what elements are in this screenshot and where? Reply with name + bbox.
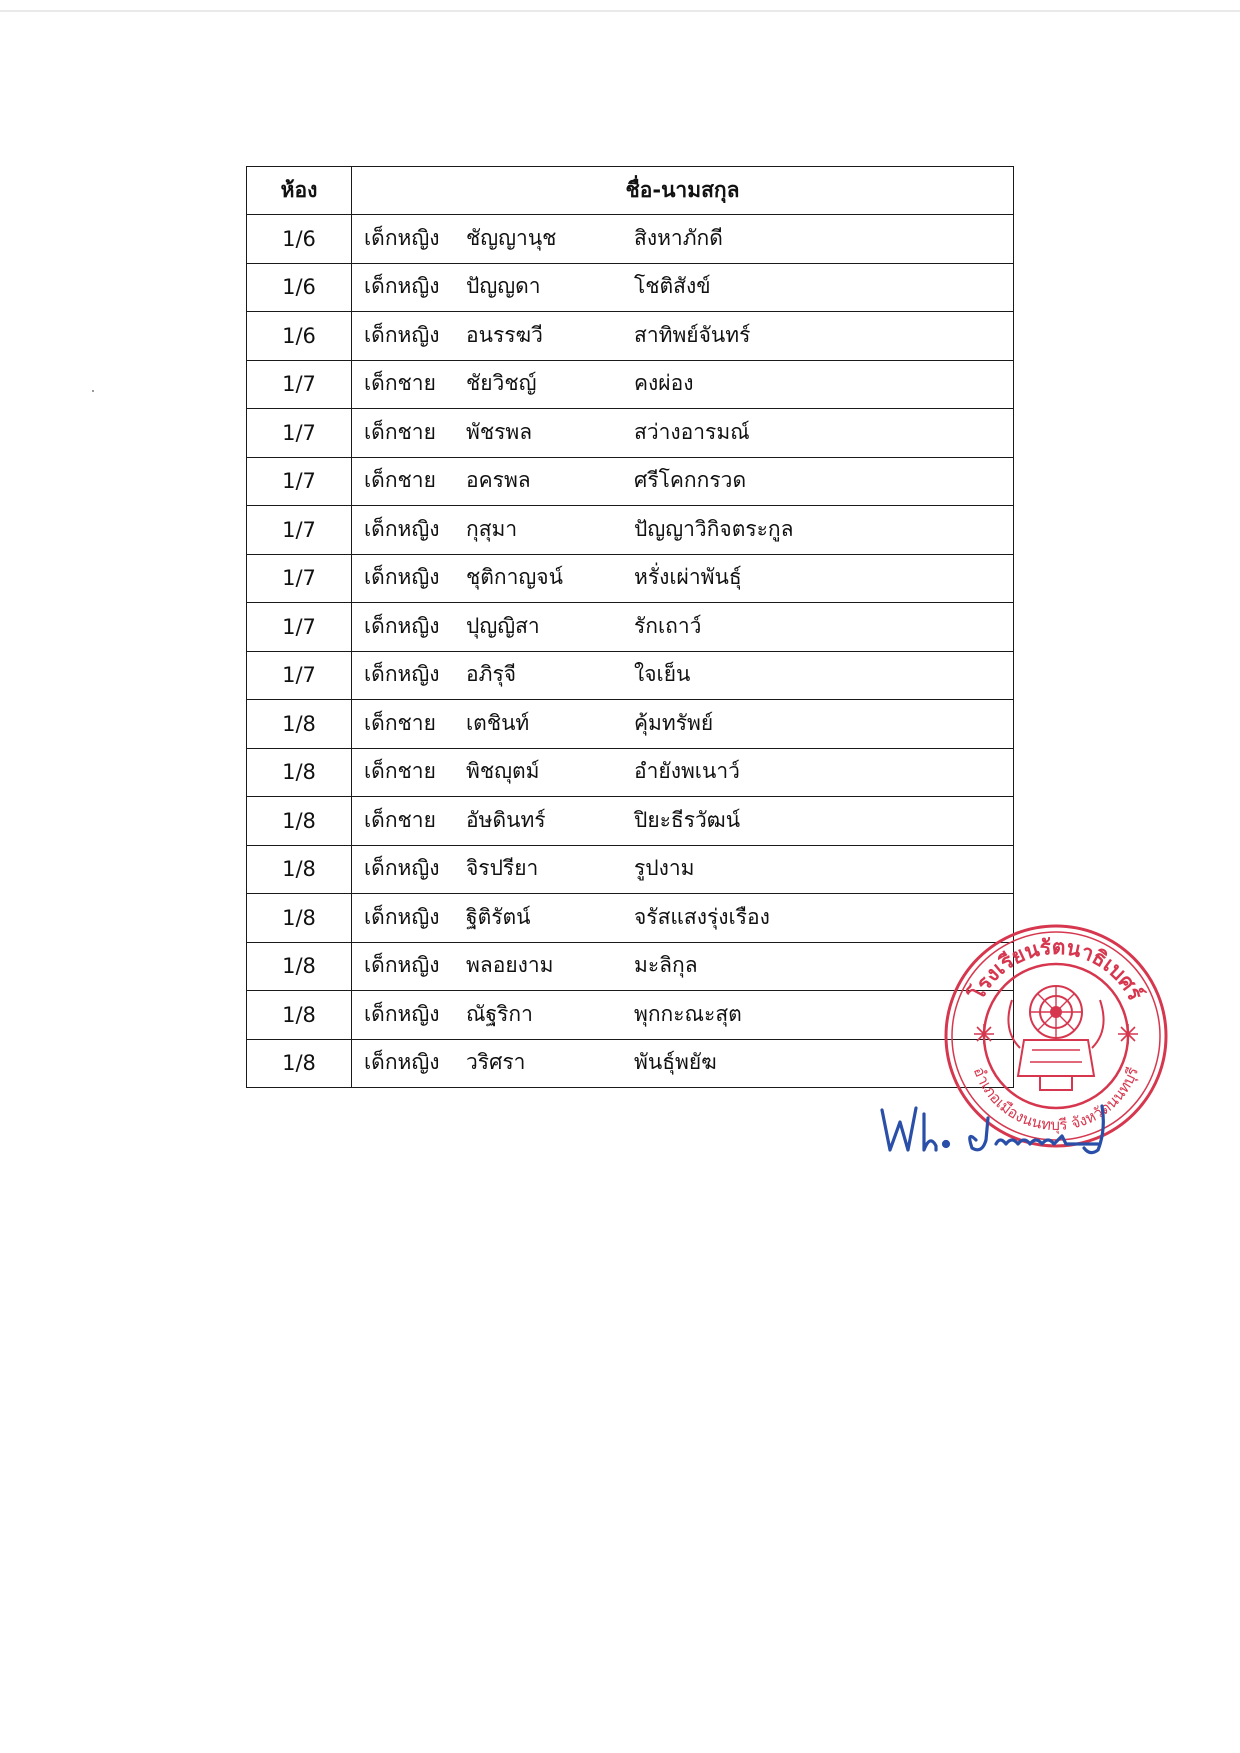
last-name: ใจเย็น [634,662,691,687]
last-name: มะลิกุล [634,953,698,978]
name-title: เด็กหญิง [364,856,440,881]
room-cell: 1/8 [247,748,352,797]
last-name: สาทิพย์จันทร์ [634,322,751,347]
name-title: เด็กหญิง [364,1001,440,1026]
scan-speck [92,390,94,392]
name-title: เด็กหญิง [364,274,440,299]
name-title: เด็กชาย [364,419,436,444]
room-cell: 1/7 [247,409,352,458]
last-name: ปิยะธีรวัฒน์ [634,807,741,832]
first-name: เตชินท์ [466,710,530,735]
last-name: สว่างอารมณ์ [634,419,750,444]
name-cell [352,506,1014,555]
table-row [247,263,1014,312]
name-cell [352,215,1014,264]
last-name: รักเถาว์ [634,613,702,638]
room-cell: 1/8 [247,700,352,749]
table-row [247,215,1014,264]
name-title: เด็กหญิง [364,662,440,687]
last-name: คุ้มทรัพย์ [634,710,714,735]
table-row [247,651,1014,700]
last-name: หรั่งเผ่าพันธุ์ [634,565,742,590]
table-row [247,506,1014,555]
room-cell: 1/6 [247,263,352,312]
name-column-header: ชื่อ-นามสกุล [352,167,1014,215]
first-name: ชุติกาญจน์ [466,565,563,590]
roster-body [247,215,1014,1088]
seal-star-right [1118,1024,1138,1044]
seal-bottom-text: อำเภอเมืองนนทบุรี จังหวัดนนทบุรี [969,1064,1142,1135]
name-cell [352,942,1014,991]
name-cell [352,603,1014,652]
last-name: อำยังพเนาว์ [634,759,740,784]
name-cell [352,748,1014,797]
first-name: อัษดินทร์ [466,807,546,832]
seal-emblem [1008,986,1103,1090]
first-name: พิชญุตม์ [466,759,540,784]
first-name: อครพล [466,468,531,493]
last-name: รูปงาม [634,856,695,881]
first-name: อภิรุจี [466,662,517,687]
name-title: เด็กหญิง [364,1050,440,1075]
table-row [247,1039,1014,1088]
table-row [247,603,1014,652]
signature [876,1100,1156,1170]
name-cell [352,700,1014,749]
name-title: เด็กหญิง [364,904,440,929]
name-title: เด็กหญิง [364,613,440,638]
first-name: ปุญญิสา [466,613,540,638]
last-name: ปัญญาวิกิจตระกูล [634,516,794,541]
last-name: คงผ่อง [634,371,694,396]
name-cell [352,991,1014,1040]
room-cell: 1/8 [247,894,352,943]
last-name: จรัสแสงรุ่งเรือง [634,904,770,929]
last-name: พุกกะณะสุต [634,1001,742,1026]
room-cell: 1/8 [247,942,352,991]
name-title: เด็กชาย [364,468,436,493]
first-name: ฐิติรัตน์ [466,904,531,929]
first-name: ชัยวิชญ์ [466,371,537,396]
name-cell [352,457,1014,506]
last-name: โชติสังข์ [634,274,711,299]
first-name: ณัฐริกา [466,1001,533,1026]
room-cell: 1/8 [247,1039,352,1088]
room-column-header: ห้อง [247,167,352,215]
table-header-row [247,167,1014,215]
seal-top-text: โรงเรียนรัตนาธิเบศร์ [964,934,1148,1005]
name-cell [352,845,1014,894]
table-row [247,942,1014,991]
last-name: พันธุ์พยัฆ [634,1050,717,1075]
name-cell [352,894,1014,943]
first-name: จิรปรียา [466,856,539,881]
room-cell: 1/7 [247,603,352,652]
scan-top-edge [0,10,1240,12]
room-cell: 1/8 [247,845,352,894]
room-cell: 1/7 [247,554,352,603]
name-cell [352,263,1014,312]
table-row [247,991,1014,1040]
name-title: เด็กหญิง [364,322,440,347]
room-cell: 1/8 [247,991,352,1040]
name-title: เด็กหญิง [364,225,440,250]
table-row [247,894,1014,943]
table-row [247,700,1014,749]
room-cell: 1/8 [247,797,352,846]
first-name: ชัญญานุช [466,225,557,250]
name-title: เด็กชาย [364,807,436,832]
name-cell [352,797,1014,846]
last-name: สิงหาภักดี [634,225,723,250]
student-roster-table [246,166,1014,1088]
first-name: ปัญญดา [466,274,541,299]
name-cell [352,312,1014,361]
first-name: พลอยงาม [466,953,554,978]
room-cell: 1/6 [247,312,352,361]
name-title: เด็กชาย [364,371,436,396]
seal-star-left [974,1024,994,1044]
table-row [247,845,1014,894]
room-cell: 1/6 [247,215,352,264]
name-title: เด็กชาย [364,710,436,735]
name-cell [352,651,1014,700]
name-cell [352,409,1014,458]
first-name: อนรรฆวี [466,322,543,347]
name-title: เด็กหญิง [364,953,440,978]
table-row [247,554,1014,603]
table-row [247,409,1014,458]
table-row [247,312,1014,361]
name-cell [352,360,1014,409]
first-name: พัชรพล [466,419,533,444]
room-cell: 1/7 [247,457,352,506]
table-row [247,748,1014,797]
name-title: เด็กหญิง [364,565,440,590]
table-row [247,360,1014,409]
room-cell: 1/7 [247,651,352,700]
name-title: เด็กหญิง [364,516,440,541]
name-cell [352,1039,1014,1088]
room-cell: 1/7 [247,360,352,409]
first-name: กุสุมา [466,516,518,541]
name-cell [352,554,1014,603]
room-cell: 1/7 [247,506,352,555]
name-title: เด็กชาย [364,759,436,784]
table-row [247,457,1014,506]
first-name: วริศรา [466,1050,526,1075]
last-name: ศรีโคกกรวด [634,468,747,493]
table-row [247,797,1014,846]
